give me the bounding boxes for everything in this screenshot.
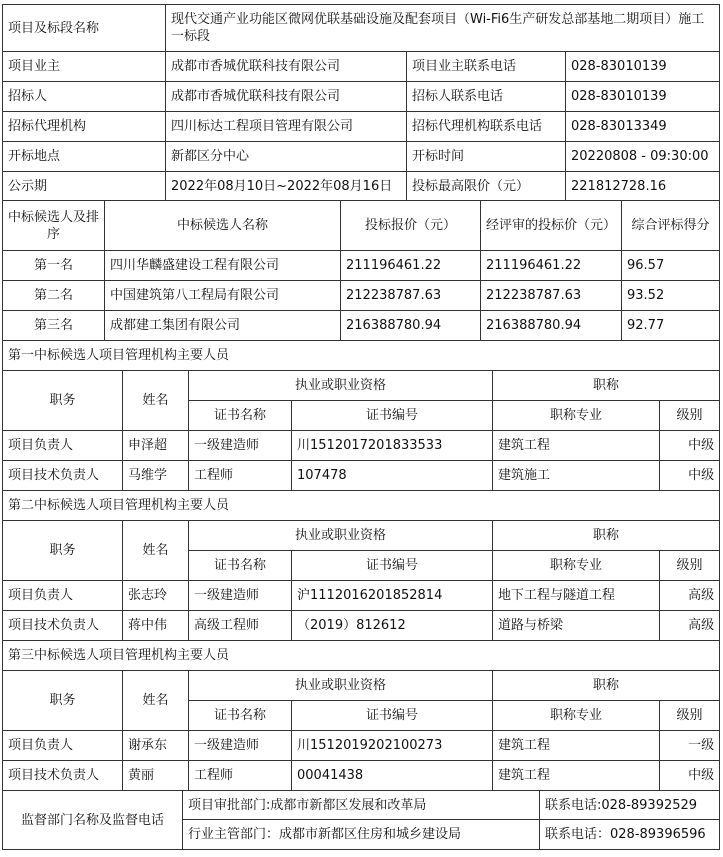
header-level: 级别 <box>660 401 720 431</box>
staff-major: 建筑工程 <box>493 731 660 761</box>
supervision-industry-dept: 行业主管部门：成都市新都区住房和城乡建设局 <box>183 820 540 850</box>
staff-table <box>2 340 720 791</box>
staff-level: 一级 <box>660 731 720 761</box>
header-title: 职称 <box>493 521 720 551</box>
header-level: 级别 <box>660 551 720 581</box>
header-bid-price: 投标报价（元） <box>341 201 481 251</box>
open-place-label: 开标地点 <box>3 142 166 172</box>
staff-cert-name: 一级建造师 <box>189 431 292 461</box>
staff-name: 蒋中伟 <box>123 611 189 641</box>
staff-section-title: 第一中标候选人项目管理机构主要人员 <box>3 341 720 371</box>
open-place-value: 新都区分中心 <box>166 142 407 172</box>
staff-level: 中级 <box>660 461 720 491</box>
project-info-table <box>2 4 720 201</box>
max-price-label: 投标最高限价（元） <box>407 172 566 201</box>
header-title-major: 职称专业 <box>493 551 660 581</box>
supervision-table <box>2 790 720 850</box>
staff-name: 申泽超 <box>123 431 189 461</box>
tenderer-value: 成都市香城优联科技有限公司 <box>166 82 407 112</box>
header-candidate-name: 中标候选人名称 <box>105 201 341 251</box>
staff-cert-no: 沪1112016201852814 <box>292 581 493 611</box>
candidate-rank: 第一名 <box>3 251 105 281</box>
agent-label: 招标代理机构 <box>3 112 166 142</box>
staff-cert-name: 一级建造师 <box>189 731 292 761</box>
candidates-table <box>2 200 720 341</box>
staff-cert-no: 川1512017201833533 <box>292 431 493 461</box>
staff-major: 建筑工程 <box>493 431 660 461</box>
staff-section-title: 第三中标候选人项目管理机构主要人员 <box>3 641 720 671</box>
agent-value: 四川标达工程项目管理有限公司 <box>166 112 407 142</box>
header-title-major: 职称专业 <box>493 401 660 431</box>
owner-value: 成都市香城优联科技有限公司 <box>166 52 407 82</box>
staff-duty: 项目负责人 <box>3 581 123 611</box>
supervision-industry-phone: 联系电话：028-89396596 <box>540 820 720 850</box>
header-reviewed-price: 经评审的投标价（元） <box>481 201 622 251</box>
owner-phone-label: 项目业主联系电话 <box>407 52 566 82</box>
header-cert-name: 证书名称 <box>189 551 292 581</box>
table-row <box>3 431 720 461</box>
staff-section-title: 第二中标候选人项目管理机构主要人员 <box>3 491 720 521</box>
header-qualification: 执业或职业资格 <box>189 521 493 551</box>
table-row <box>3 761 720 791</box>
header-title-major: 职称专业 <box>493 701 660 731</box>
tenderer-label: 招标人 <box>3 82 166 112</box>
candidate-bid: 216388780.94 <box>341 311 481 341</box>
project-name-label: 项目及标段名称 <box>3 5 166 52</box>
staff-name: 马维学 <box>123 461 189 491</box>
header-score: 综合评标得分 <box>622 201 720 251</box>
header-person-name: 姓名 <box>123 671 189 731</box>
candidate-name: 四川华麟盛建设工程有限公司 <box>105 251 341 281</box>
header-cert-no: 证书编号 <box>292 401 493 431</box>
candidate-name: 成都建工集团有限公司 <box>105 311 341 341</box>
header-duty: 职务 <box>3 371 123 431</box>
staff-name: 谢承东 <box>123 731 189 761</box>
staff-name: 张志玲 <box>123 581 189 611</box>
staff-duty: 项目技术负责人 <box>3 461 123 491</box>
table-row <box>3 731 720 761</box>
staff-cert-no: （2019）812612 <box>292 611 493 641</box>
open-time-value: 20220808 - 09:30:00 <box>566 142 720 172</box>
table-row <box>3 461 720 491</box>
staff-duty: 项目负责人 <box>3 731 123 761</box>
tenderer-phone-value: 028-83010139 <box>566 82 720 112</box>
header-person-name: 姓名 <box>123 521 189 581</box>
header-cert-no: 证书编号 <box>292 551 493 581</box>
staff-duty: 项目技术负责人 <box>3 611 123 641</box>
table-row <box>3 311 720 341</box>
staff-cert-no: 00041438 <box>292 761 493 791</box>
publicity-label: 公示期 <box>3 172 166 201</box>
header-level: 级别 <box>660 701 720 731</box>
header-duty: 职务 <box>3 521 123 581</box>
open-time-label: 开标时间 <box>407 142 566 172</box>
candidate-rank: 第三名 <box>3 311 105 341</box>
staff-major: 建筑施工 <box>493 461 660 491</box>
candidate-score: 93.52 <box>622 281 720 311</box>
supervision-approval-dept: 项目审批部门:成都市新都区发展和改革局 <box>183 791 540 820</box>
candidate-bid: 211196461.22 <box>341 251 481 281</box>
staff-cert-name: 工程师 <box>189 761 292 791</box>
staff-cert-name: 一级建造师 <box>189 581 292 611</box>
supervision-approval-phone: 联系电话:028-89392529 <box>540 791 720 820</box>
agent-phone-value: 028-83013349 <box>566 112 720 142</box>
owner-label: 项目业主 <box>3 52 166 82</box>
staff-major: 道路与桥梁 <box>493 611 660 641</box>
candidate-reviewed: 216388780.94 <box>481 311 622 341</box>
staff-duty: 项目负责人 <box>3 431 123 461</box>
staff-cert-no: 107478 <box>292 461 493 491</box>
candidate-score: 92.77 <box>622 311 720 341</box>
owner-phone-value: 028-83010139 <box>566 52 720 82</box>
staff-level: 高级 <box>660 581 720 611</box>
header-duty: 职务 <box>3 671 123 731</box>
staff-level: 中级 <box>660 431 720 461</box>
candidate-bid: 212238787.63 <box>341 281 481 311</box>
candidate-rank: 第二名 <box>3 281 105 311</box>
staff-level: 高级 <box>660 611 720 641</box>
header-rank: 中标候选人及排序 <box>3 201 105 251</box>
staff-level: 中级 <box>660 761 720 791</box>
staff-duty: 项目技术负责人 <box>3 761 123 791</box>
table-row <box>3 611 720 641</box>
max-price-value: 221812728.16 <box>566 172 720 201</box>
candidate-reviewed: 211196461.22 <box>481 251 622 281</box>
staff-major: 地下工程与隧道工程 <box>493 581 660 611</box>
project-name-value: 现代交通产业功能区微网优联基础设施及配套项目（Wi-Fi6生产研发总部基地二期项目）施工一标段 <box>166 5 720 52</box>
candidate-reviewed: 212238787.63 <box>481 281 622 311</box>
tenderer-phone-label: 招标人联系电话 <box>407 82 566 112</box>
candidate-score: 96.57 <box>622 251 720 281</box>
header-cert-name: 证书名称 <box>189 401 292 431</box>
table-row <box>3 281 720 311</box>
agent-phone-label: 招标代理机构联系电话 <box>407 112 566 142</box>
header-title: 职称 <box>493 671 720 701</box>
header-qualification: 执业或职业资格 <box>189 371 493 401</box>
header-cert-name: 证书名称 <box>189 701 292 731</box>
header-person-name: 姓名 <box>123 371 189 431</box>
candidate-name: 中国建筑第八工程局有限公司 <box>105 281 341 311</box>
staff-major: 建筑工程 <box>493 761 660 791</box>
staff-cert-name: 工程师 <box>189 461 292 491</box>
staff-name: 黄丽 <box>123 761 189 791</box>
staff-cert-name: 高级工程师 <box>189 611 292 641</box>
header-qualification: 执业或职业资格 <box>189 671 493 701</box>
header-title: 职称 <box>493 371 720 401</box>
header-cert-no: 证书编号 <box>292 701 493 731</box>
staff-cert-no: 川1512019202100273 <box>292 731 493 761</box>
supervision-label: 监督部门名称及监督电话 <box>3 791 183 850</box>
publicity-value: 2022年08月10日~2022年08月16日 <box>166 172 407 201</box>
table-row <box>3 581 720 611</box>
table-row <box>3 251 720 281</box>
